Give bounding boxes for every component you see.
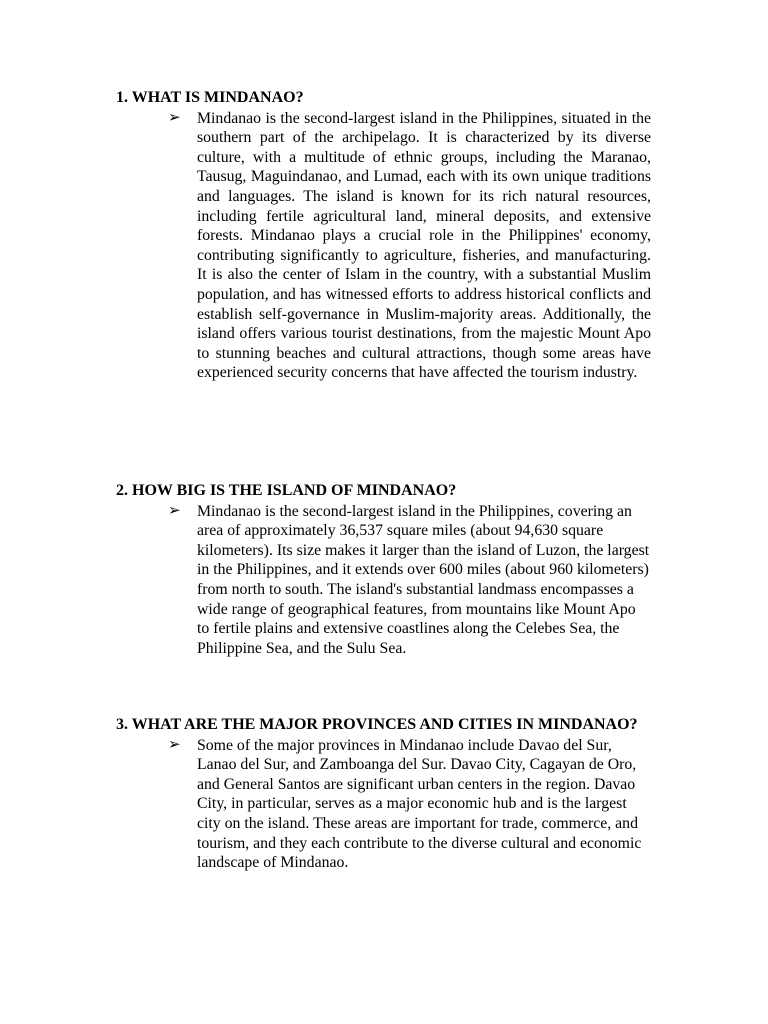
section-what-is-mindanao	[116, 88, 656, 383]
arrow-bullet-icon: ➢	[168, 109, 181, 126]
section-heading: 2. HOW BIG IS THE ISLAND OF MINDANAO?	[116, 482, 457, 499]
bullet-item	[168, 736, 651, 873]
arrow-bullet-icon: ➢	[168, 502, 181, 519]
section-heading: 1. WHAT IS MINDANAO?	[116, 89, 304, 106]
section-how-big-is-mindanao	[116, 481, 656, 658]
section-heading: 3. WHAT ARE THE MAJOR PROVINCES AND CITIES IN MINDANAO?	[116, 716, 638, 733]
bullet-item	[168, 502, 651, 659]
bullet-item	[168, 109, 651, 383]
bullet-paragraph: Mindanao is the second-largest island in the Philippines, situated in the southern part of the archipelago. It is characterized by its diverse culture, with a multitude of ethnic groups, including the Maranao, Tausug, Maguindanao, and Lumad, each with its own unique traditions and languages. The island is known for its rich natural resources, including fertile agricultural land, mineral deposits, and extensive forests. Mindanao plays a crucial role in the Philippines' economy, contributing significantly to agriculture, fisheries, and manufacturing. It is also the center of Islam in the country, with a substantial Muslim population, and has witnessed efforts to address historical conflicts and establish self-governance in Muslim-majority areas. Additionally, the island offers various tourist destinations, from the majestic Mount Apo to stunning beaches and cultural attractions, though some areas have experienced security concerns that have affected the tourism industry.	[197, 109, 651, 382]
section-major-provinces-and-cities	[116, 715, 656, 873]
bullet-paragraph: Mindanao is the second-largest island in the Philippines, covering an area of approximately 36,537 square miles (about 94,630 square kilometers). Its size makes it larger than the island of Luzon, the largest in the Philippines, and it extends over 600 miles (about 960 kilometers) from north to south. The island's substantial landmass encompasses a wide range of geographical features, from mountains like Mount Apo to fertile plains and extensive coastlines along the Celebes Sea, the Philippine Sea, and the Sulu Sea.	[197, 502, 650, 657]
bullet-paragraph: Some of the major provinces in Mindanao include Davao del Sur, Lanao del Sur, and Zamboanga del Sur. Davao City, Cagayan de Oro, and General Santos are significant urban centers in the region. Davao City, in particular, serves as a major economic hub and is the largest city on the island. These areas are important for trade, commerce, and tourism, and they each contribute to the diverse cultural and economic landscape of Mindanao.	[197, 736, 642, 872]
arrow-bullet-icon: ➢	[168, 736, 181, 753]
